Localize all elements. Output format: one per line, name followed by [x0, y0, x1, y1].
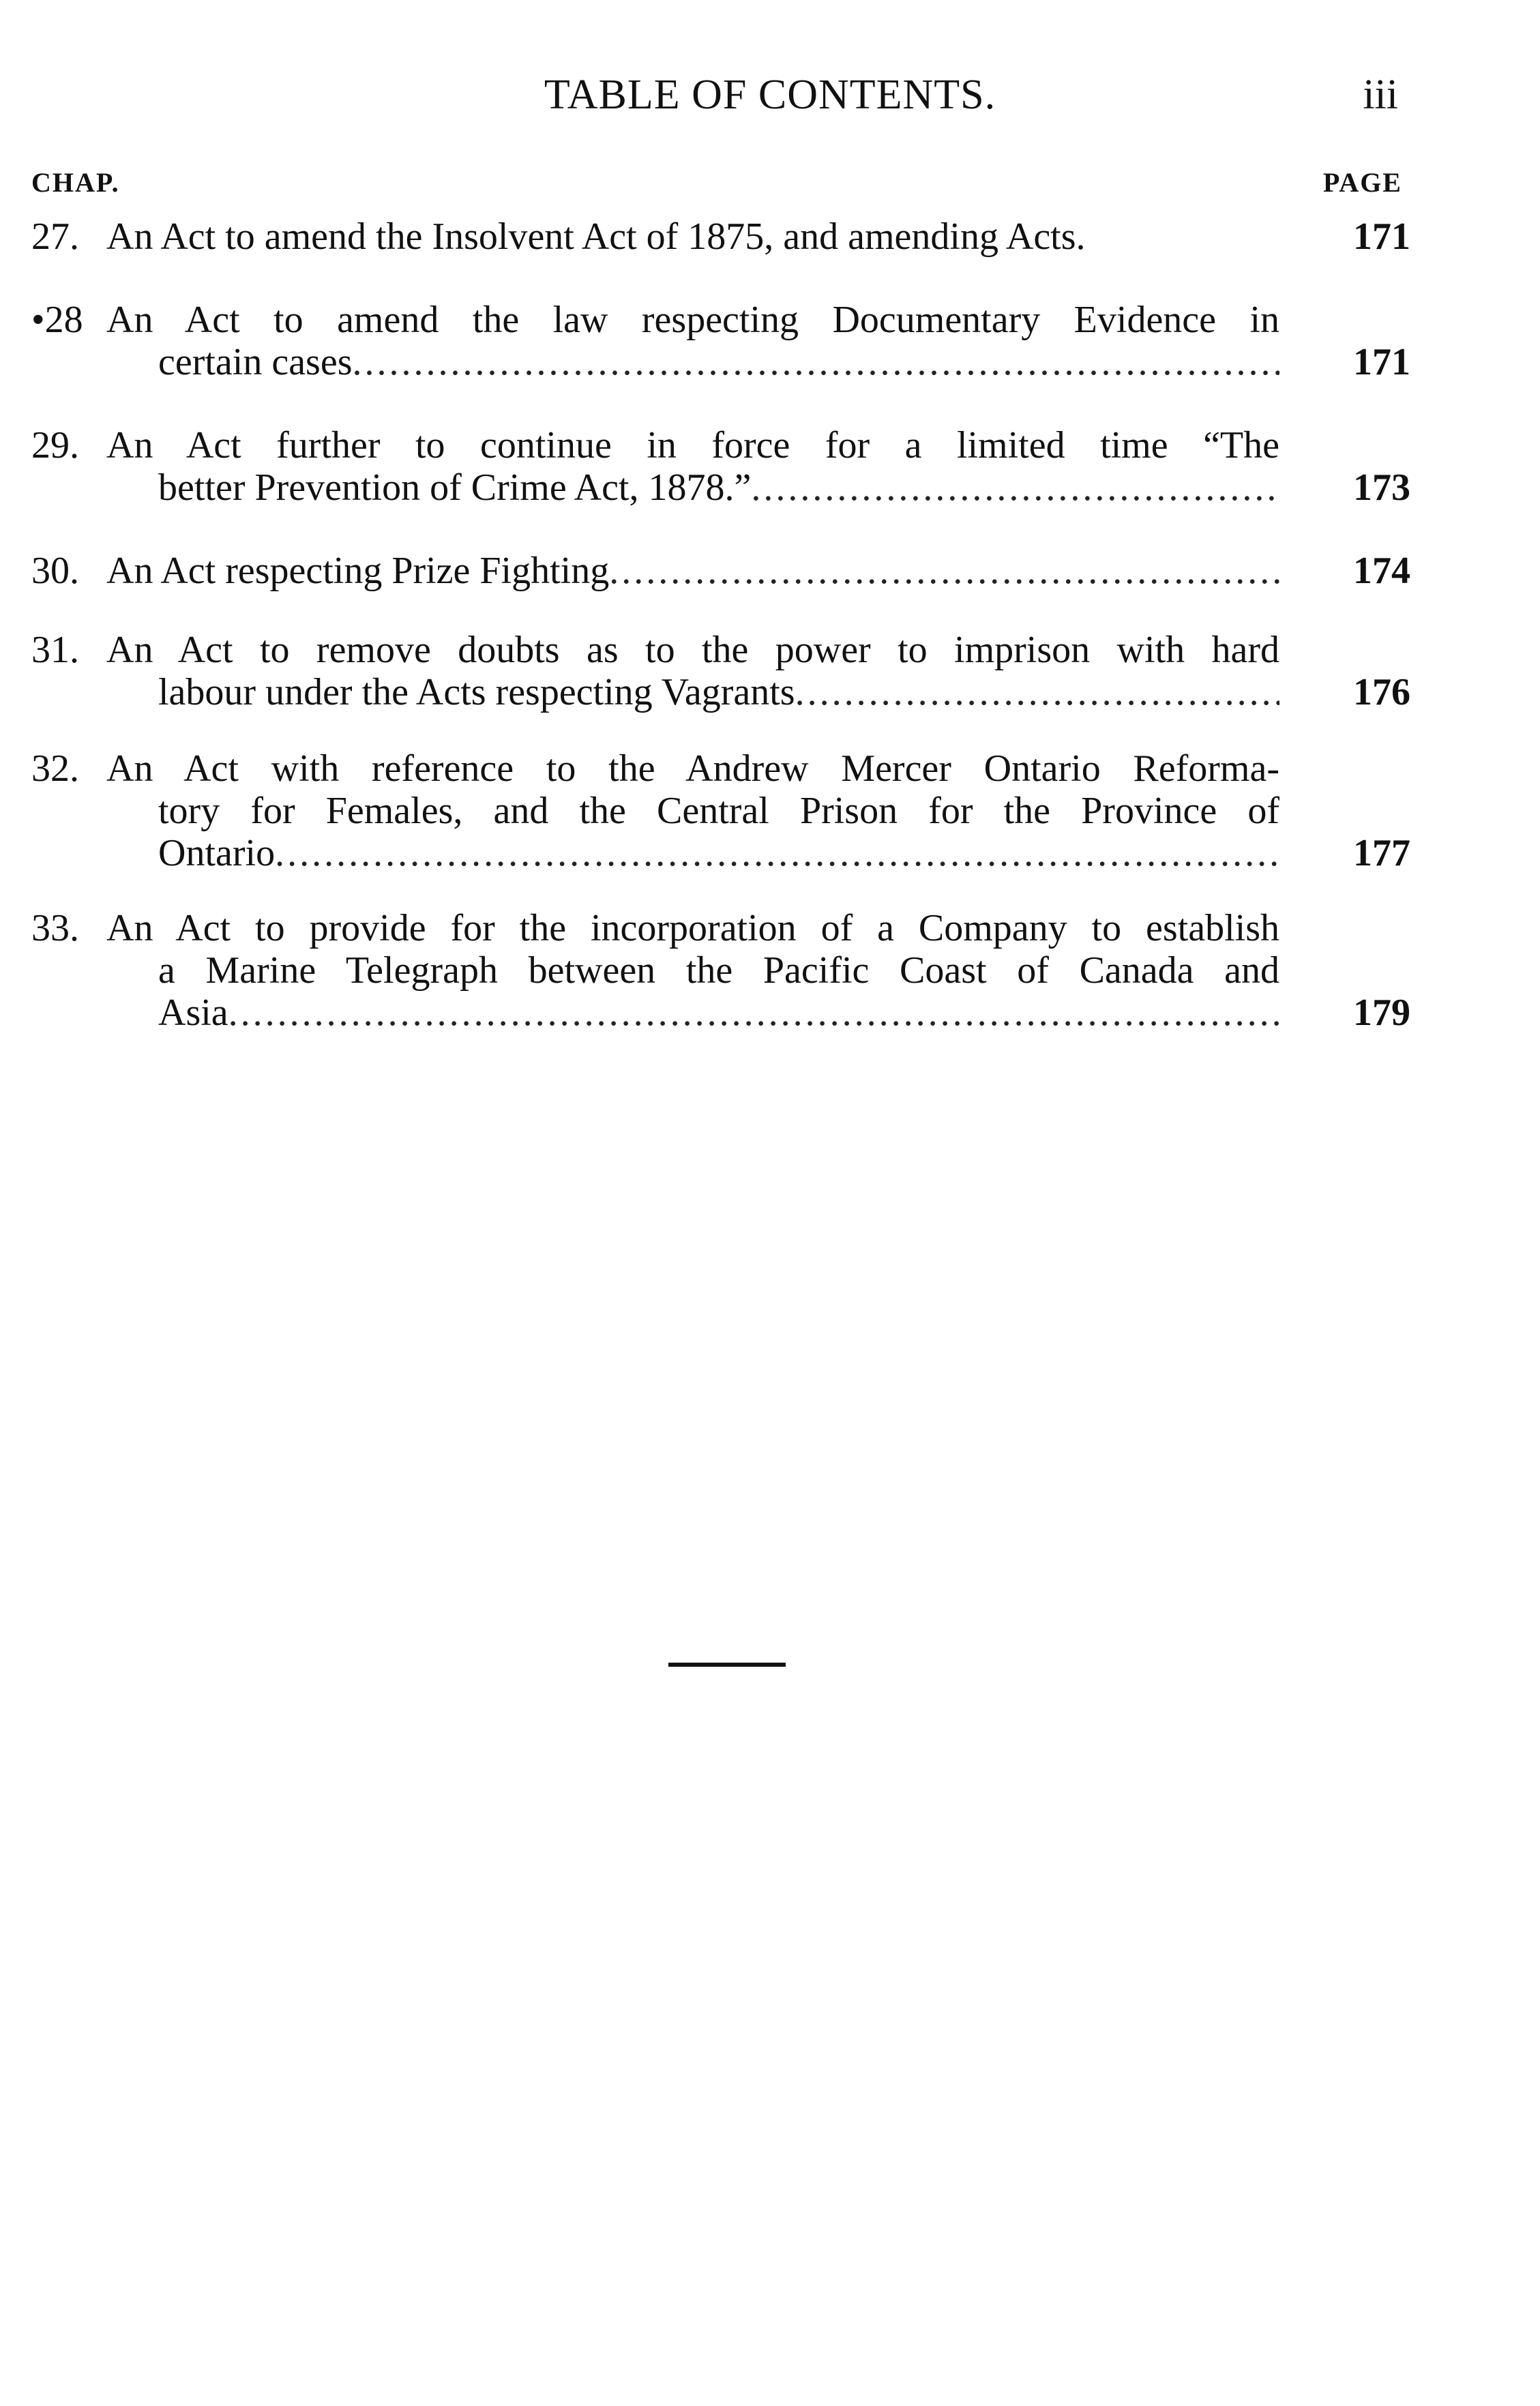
- entry-line: certain cases: [158, 341, 353, 383]
- entry-page: 179: [1353, 992, 1410, 1034]
- entry-page: 173: [1353, 466, 1410, 509]
- chapter-number: 30.: [31, 550, 79, 592]
- page-number: iii: [1363, 72, 1398, 118]
- entry-title: [106, 550, 1279, 592]
- entry-line-leader: [106, 832, 1279, 874]
- entry-line: Asia: [158, 992, 228, 1034]
- page-title: TABLE OF CONTENTS.: [544, 72, 996, 118]
- entry-line-leader: [106, 550, 1279, 592]
- entry-line: An Act to remove doubts as to the power to imprison with hard: [106, 629, 1279, 671]
- entry-page: 176: [1353, 671, 1410, 713]
- entry-title: [106, 299, 1279, 383]
- entry-title: [106, 424, 1279, 509]
- entry-line: An Act respecting Prize Fighting: [106, 550, 610, 592]
- entry-title: [106, 629, 1279, 713]
- page-column-heading: PAGE: [1322, 167, 1402, 198]
- entry-page: 177: [1353, 832, 1410, 874]
- entry-line: better Prevention of Crime Act, 1878.”: [158, 466, 752, 509]
- chapter-number: 27.: [31, 216, 79, 258]
- entry-line: An Act to amend the Insolvent Act of 1875, and amending Acts.: [106, 216, 1086, 258]
- dot-leader: [609, 550, 1279, 592]
- entry-line: a Marine Telegraph between the Pacific Coast of Canada and: [158, 949, 1279, 992]
- entry-line: An Act with reference to the Andrew Mercer Ontario Reforma-: [106, 747, 1279, 790]
- chapter-number: 31.: [31, 629, 79, 671]
- entry-line-leader: [106, 671, 1279, 713]
- entry-title: [106, 747, 1279, 874]
- entry-line: Ontario: [158, 832, 276, 874]
- entry-line: labour under the Acts respecting Vagrants: [158, 671, 795, 713]
- chapter-number: •28: [31, 299, 83, 341]
- entry-title: [106, 907, 1279, 1034]
- entry-line: tory for Females, and the Central Prison for the Province of: [158, 790, 1279, 832]
- chapter-number: 33.: [31, 907, 79, 949]
- entry-line-leader: [106, 466, 1279, 509]
- dot-leader: [795, 671, 1279, 713]
- entry-line-leader: [106, 992, 1279, 1034]
- section-end-rule: [668, 1663, 786, 1667]
- entry-page: 171: [1353, 216, 1410, 258]
- chapter-column-heading: CHAP.: [31, 167, 120, 198]
- entry-title: [106, 216, 1279, 258]
- chapter-number: 29.: [31, 424, 79, 466]
- entry-line: An Act to provide for the incorporation of a Company to establish: [106, 907, 1279, 949]
- dot-leader: [352, 341, 1279, 383]
- dot-leader: [751, 466, 1279, 509]
- entry-line: An Act further to continue in force for a limited time “The: [106, 424, 1279, 466]
- chapter-number: 32.: [31, 747, 79, 790]
- dot-leader: [228, 992, 1279, 1034]
- entry-page: 174: [1353, 550, 1410, 592]
- dot-leader: [275, 832, 1279, 874]
- entry-line: An Act to amend the law respecting Documentary Evidence in: [106, 299, 1279, 341]
- entry-line-leader: [106, 341, 1279, 383]
- entry-page: 171: [1353, 341, 1410, 383]
